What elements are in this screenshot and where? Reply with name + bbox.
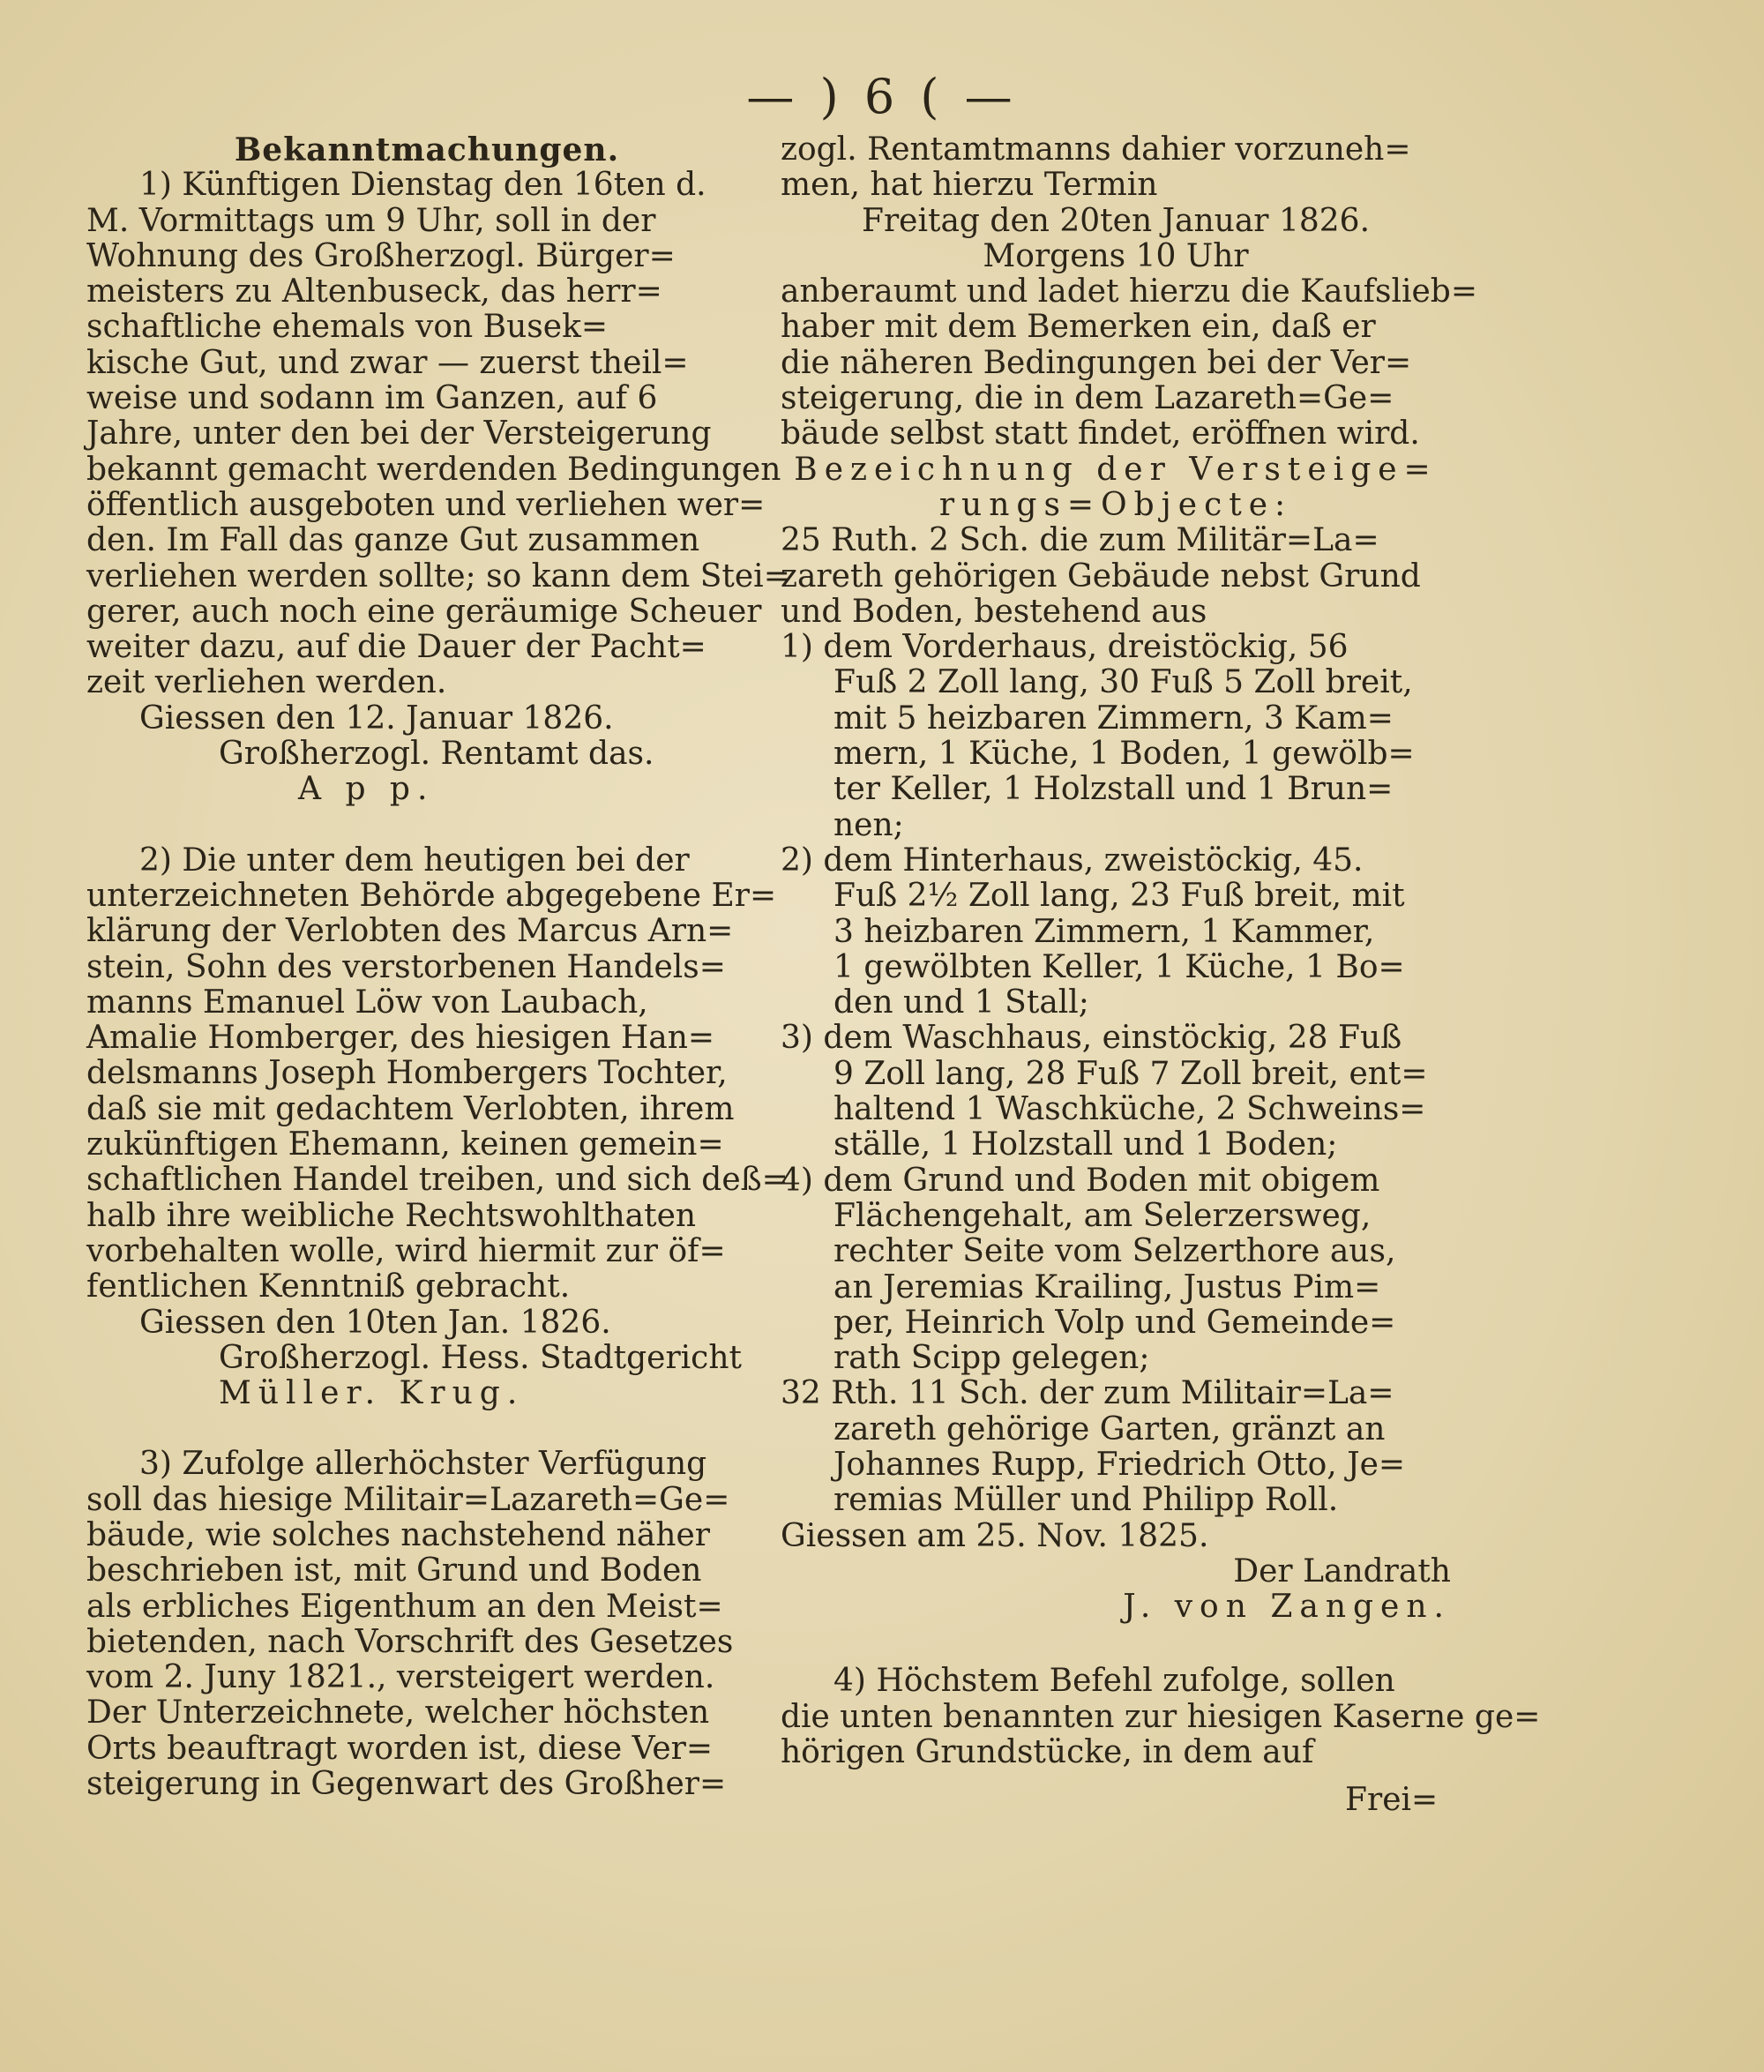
text-line: ter Keller, 1 Holzstall und 1 Brun=	[833, 771, 1394, 808]
text-line: 25 Ruth. 2 Sch. die zum Militär=La=	[781, 522, 1379, 559]
text-line: rath Scipp gelegen;	[833, 1340, 1150, 1377]
section-gap	[86, 808, 767, 843]
section-gap	[781, 1625, 1451, 1664]
text-line: Jahre, unter den bei der Versteigerung	[86, 415, 712, 453]
text-line: bekannt gemacht werdenden Bedingungen	[86, 451, 781, 488]
text-line: 4) Höchstem Befehl zufolge, sollen	[833, 1663, 1395, 1700]
text-line: haber mit dem Bemerken ein, daß er	[781, 309, 1376, 346]
text-line: bäude, wie solches nachstehend näher	[86, 1516, 710, 1553]
text-line: steigerung in Gegenwart des Großher=	[86, 1766, 727, 1803]
date-line: Giessen den 12. Januar 1826.	[139, 699, 614, 737]
section-heading: Bekanntmachungen.	[234, 131, 620, 168]
text-line: ställe, 1 Holzstall und 1 Boden;	[833, 1126, 1338, 1163]
text-line: Flächengehalt, am Selerzersweg,	[833, 1197, 1372, 1234]
text-line: halb ihre weibliche Rechtswohlthaten	[86, 1197, 697, 1234]
text-line: anberaumt und ladet hierzu die Kaufslieb=	[781, 273, 1477, 310]
text-line: zukünftigen Ehemann, keinen gemein=	[86, 1126, 724, 1163]
list-item: 2) dem Hinterhaus, zweistöckig, 45.	[781, 842, 1364, 879]
text-line: Johannes Rupp, Friedrich Otto, Je=	[833, 1446, 1406, 1483]
text-line: hörigen Grundstücke, in dem auf	[781, 1734, 1314, 1771]
text-line: klärung der Verlobten des Marcus Arn=	[86, 913, 734, 950]
text-line: 9 Zoll lang, 28 Fuß 7 Zoll breit, ent=	[833, 1055, 1428, 1092]
auction-date: Freitag den 20ten Januar 1826.	[861, 202, 1371, 239]
text-line: weiter dazu, auf die Dauer der Pacht=	[86, 629, 706, 666]
text-line: Wohnung des Großherzogl. Bürger=	[86, 237, 676, 274]
page-number-header: — ) 6 ( —	[746, 69, 1018, 124]
right-column	[781, 131, 1541, 1819]
list-item: 4) dem Grund und Boden mit obigem	[781, 1162, 1380, 1199]
text-line: stein, Sohn des verstorbenen Handels=	[86, 948, 726, 985]
section-gap	[86, 1411, 767, 1447]
text-line: men, hat hierzu Termin	[781, 167, 1158, 204]
text-line: meisters zu Altenbuseck, das herr=	[86, 273, 662, 310]
subheading: rungs=Objecte:	[938, 486, 1293, 523]
text-line: die unten benannten zur hiesigen Kaserne ge=	[781, 1698, 1541, 1735]
signature-name: A p p.	[298, 771, 435, 808]
text-line: und Boden, bestehend aus	[781, 593, 1207, 630]
text-line: schaftlichen Handel treiben, und sich deß=	[86, 1162, 789, 1199]
text-line: 1) Künftigen Dienstag den 16ten d.	[139, 167, 706, 204]
text-line: öffentlich ausgeboten und verliehen wer=	[86, 486, 766, 523]
catchword: Frei=	[1345, 1782, 1439, 1819]
list-item: 3) dem Waschhaus, einstöckig, 28 Fuß	[781, 1020, 1402, 1057]
text-line: soll das hiesige Militair=Lazareth=Ge=	[86, 1481, 730, 1518]
text-line: zeit verliehen werden.	[86, 664, 447, 701]
signature-authority: Großherzogl. Hess. Stadtgericht	[219, 1339, 742, 1376]
text-line: weise und sodann im Ganzen, auf 6	[86, 380, 658, 417]
text-line: beschrieben ist, mit Grund und Boden	[86, 1552, 702, 1590]
text-line: 1 gewölbten Keller, 1 Küche, 1 Bo=	[833, 948, 1405, 985]
text-line: daß sie mit gedachtem Verlobten, ihrem	[86, 1090, 735, 1127]
text-line: Amalie Homberger, des hiesigen Han=	[86, 1020, 715, 1057]
text-line: rechter Seite vom Selzerthore aus,	[833, 1233, 1396, 1270]
text-line: Fuß 2 Zoll lang, 30 Fuß 5 Zoll breit,	[833, 664, 1413, 701]
signature-name: J. von Zangen.	[1123, 1589, 1451, 1626]
text-line: 32 Rth. 11 Sch. der zum Militair=La=	[781, 1375, 1394, 1412]
signature-authority: Großherzogl. Rentamt das.	[219, 736, 654, 773]
text-line: delsmanns Joseph Hombergers Tochter,	[86, 1055, 728, 1092]
text-line: bäude selbst statt findet, eröffnen wird.	[781, 415, 1420, 453]
text-line: den und 1 Stall;	[833, 984, 1089, 1021]
auction-time: Morgens 10 Uhr	[983, 237, 1249, 274]
list-item: 1) dem Vorderhaus, dreistöckig, 56	[781, 629, 1349, 666]
text-line: vom 2. Juny 1821., versteigert werden.	[86, 1659, 715, 1696]
text-line: Fuß 2½ Zoll lang, 23 Fuß breit, mit	[833, 878, 1405, 915]
text-line: verliehen werden sollte; so kann dem Stei=	[86, 557, 790, 595]
text-line: an Jeremias Krailing, Justus Pim=	[833, 1268, 1381, 1305]
text-line: 3 heizbaren Zimmern, 1 Kammer,	[833, 913, 1375, 950]
subheading: Bezeichnung der Versteige=	[794, 451, 1438, 488]
text-line: schaftliche ehemals von Busek=	[86, 309, 609, 346]
text-line: per, Heinrich Volp und Gemeinde=	[833, 1304, 1396, 1341]
text-line: kische Gut, und zwar — zuerst theil=	[86, 344, 689, 381]
text-line: fentlichen Kenntniß gebracht.	[86, 1268, 571, 1305]
date-line: Giessen am 25. Nov. 1825.	[781, 1517, 1209, 1554]
text-line: Orts beauftragt worden ist, diese Ver=	[86, 1730, 713, 1767]
text-line: zogl. Rentamtmanns dahier vorzuneh=	[781, 131, 1411, 168]
text-line: manns Emanuel Löw von Laubach,	[86, 984, 648, 1021]
text-line: steigerung, die in dem Lazareth=Ge=	[781, 380, 1394, 417]
text-line: nen;	[833, 806, 904, 843]
text-line: vorbehalten wolle, wird hiermit zur öf=	[86, 1232, 726, 1269]
left-column	[86, 131, 790, 1803]
signature-authority: Der Landrath	[1233, 1552, 1451, 1590]
text-line: die näheren Bedingungen bei der Ver=	[781, 344, 1412, 381]
text-line: als erbliches Eigenthum an den Meist=	[86, 1588, 723, 1625]
text-line: bietenden, nach Vorschrift des Gesetzes	[86, 1623, 734, 1660]
text-line: unterzeichneten Behörde abgegebene Er=	[86, 877, 777, 914]
text-line: mern, 1 Küche, 1 Boden, 1 gewölb=	[833, 736, 1415, 773]
signature-name: Müller. Krug.	[219, 1375, 525, 1412]
text-line: haltend 1 Waschküche, 2 Schweins=	[833, 1091, 1426, 1128]
text-line: mit 5 heizbaren Zimmern, 3 Kam=	[833, 699, 1394, 737]
text-line: 3) Zufolge allerhöchster Verfügung	[139, 1446, 707, 1483]
text-line: Der Unterzeichnete, welcher höchsten	[86, 1694, 710, 1732]
text-line: M. Vormittags um 9 Uhr, soll in der	[86, 202, 656, 239]
text-line: zareth gehörigen Gebäude nebst Grund	[781, 557, 1421, 595]
text-line: 2) Die unter dem heutigen bei der	[139, 842, 690, 879]
text-line: den. Im Fall das ganze Gut zusammen	[86, 522, 700, 559]
text-line: zareth gehörige Garten, gränzt an	[833, 1410, 1386, 1447]
text-line: remias Müller und Philipp Roll.	[833, 1482, 1339, 1519]
date-line: Giessen den 10ten Jan. 1826.	[139, 1304, 611, 1341]
text-line: gerer, auch noch eine geräumige Scheuer	[86, 593, 762, 630]
